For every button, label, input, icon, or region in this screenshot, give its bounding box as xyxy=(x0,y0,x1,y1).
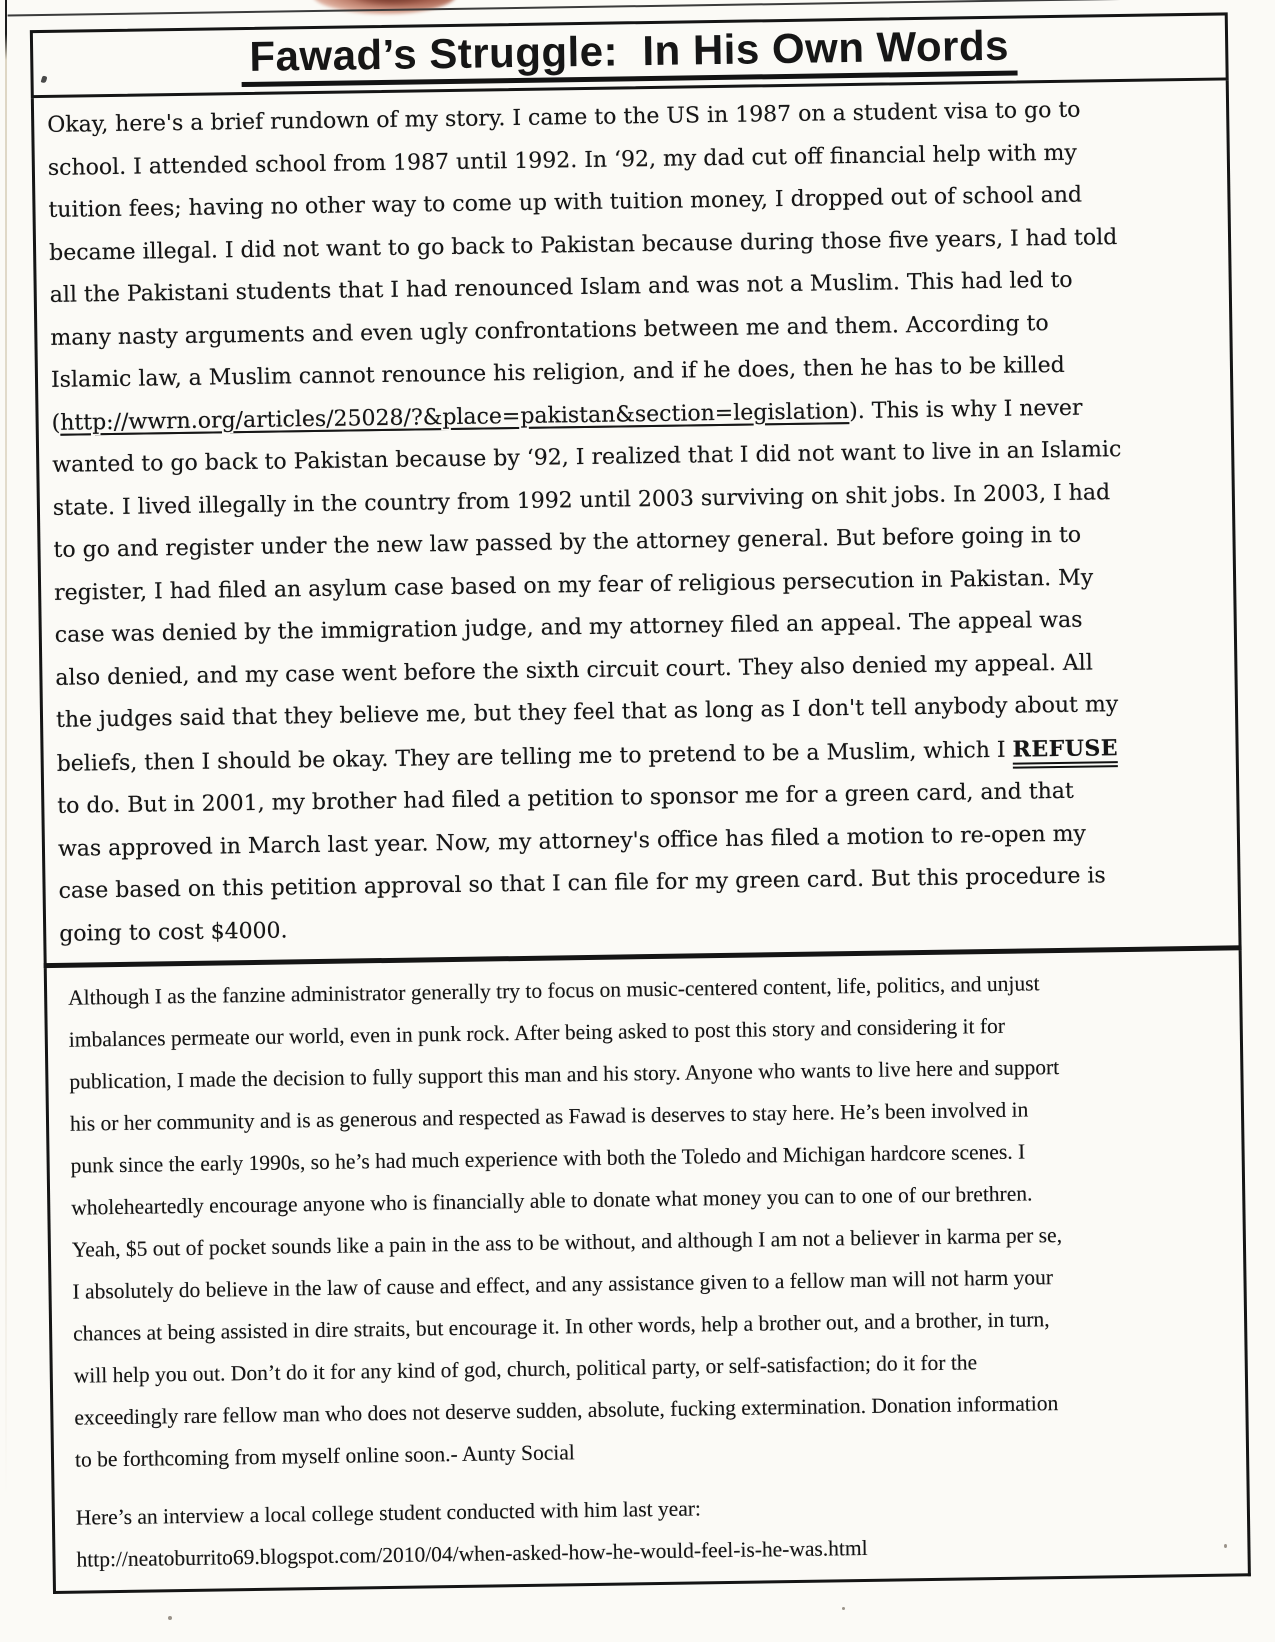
story-line: all the Pakistani students that I had renounced Islam and was not a Muslim. This had led to xyxy=(49,267,1073,308)
story-line: to go and register under the new law passed by the attorney general. But before going in to xyxy=(53,522,1082,563)
note-line: his or her community and is as generous and respected as Fawad is deserves to stay here. He’s been involved in xyxy=(69,1097,1029,1136)
note-line: publication, I made the decision to fully support this man and his story. Anyone who wants to live here and support xyxy=(69,1055,1060,1094)
story-line: school. I attended school from 1987 until 1992. In ‘92, my dad cut off financial help with my xyxy=(47,140,1078,181)
story-line: to do. But in 2001, my brother had filed a petition to sponsor me for a green card, and that xyxy=(57,778,1074,819)
story-line: many nasty arguments and even ugly confrontations between me and them. According to xyxy=(50,310,1049,351)
footer-line: Here’s an interview a local college student conducted with him last year: xyxy=(75,1496,702,1530)
text-segment: beliefs, then I should be okay. They are telling me to pretend to be a Muslim, which I xyxy=(56,737,1013,777)
note-line: wholeheartedly encourage anyone who is financially able to donate what money you can to one of our brethren. xyxy=(71,1181,1033,1220)
text-segment: ( xyxy=(51,410,61,436)
scan-speck xyxy=(842,1607,845,1610)
story-line: Islamic law, a Muslim cannot renounce his religion, and if he does, then he has to be killed xyxy=(50,352,1065,393)
note-line: imbalances permeate our world, even in punk rock. After being asked to post this story and considering it for xyxy=(68,1013,1006,1052)
story-line: state. I lived illegally in the country from 1992 until 2003 surviving on shit jobs. In 2003, I had xyxy=(52,479,1111,521)
note-line: exceedingly rare fellow man who does not deserve sudden, absolute, fucking extermination. Donation information xyxy=(74,1391,1059,1430)
note-line: will help you out. Don’t do it for any kind of god, church, political party, or self-satisfaction; do it for the xyxy=(73,1350,978,1388)
scan-speck xyxy=(1224,1544,1227,1548)
story-line: tuition fees; having no other way to come up with tuition money, I dropped out of school and xyxy=(48,182,1083,223)
story-line: also denied, and my case went before the sixth circuit court. They also denied my appeal. All xyxy=(55,649,1093,691)
editor-note-box xyxy=(44,950,1251,1594)
wwrn-article-url: http://wwrn.org/articles/25028/?&place=pakistan&section=legislation xyxy=(60,398,850,436)
ink-speck xyxy=(41,75,48,83)
note-line: punk since the early 1990s, so he’s had much experience with both the Toledo and Michigan hardcore scenes. I xyxy=(70,1139,1026,1178)
footer-line: http://neatoburrito69.blogspot.com/2010/04/when-asked-how-he-would-feel-is-he-was.html xyxy=(76,1535,868,1572)
story-line: case was denied by the immigration judge, and my attorney filed an appeal. The appeal was xyxy=(54,607,1083,648)
scan-speck xyxy=(168,1616,172,1620)
page-title: Fawad’s Struggle: In His Own Words xyxy=(241,23,1017,87)
story-box xyxy=(31,80,1242,968)
text-segment: ). This is why I never xyxy=(848,395,1083,424)
scan-edge-line xyxy=(5,0,7,1500)
story-line: register, I had filed an asylum case based on my fear of religious persecution in Pakistan. My xyxy=(53,564,1094,606)
refuse-emphasis: REFUSE xyxy=(1012,735,1118,769)
story-line: was approved in March last year. Now, my attorney's office has filed a motion to re-open my xyxy=(57,821,1087,862)
interview-footer xyxy=(76,1479,1240,1580)
note-line: Although I as the fanzine administrator generally try to focus on music-centered content, life, politics, and unjust xyxy=(68,971,1040,1010)
editor-note-body xyxy=(68,959,1238,1480)
story-line: the judges said that they believe me, but they feel that as long as I don't tell anybody about my xyxy=(55,692,1119,733)
note-line: I absolutely do believe in the law of cause and effect, and any assistance given to a fellow man will not harm your xyxy=(72,1265,1054,1304)
note-line: to be forthcoming from myself online soon.- Aunty Social xyxy=(74,1440,575,1472)
story-line: wanted to go back to Pakistan because by ‘92, I realized that I did not want to live in an Islamic xyxy=(52,437,1122,478)
page-sheet xyxy=(30,12,1251,1594)
story-line: Okay, here's a brief rundown of my story. I came to the US in 1987 on a student visa to go to xyxy=(47,97,1081,138)
note-line: Yeah, $5 out of pocket sounds like a pain in the ass to be without, and although I am not a believer in karma per se, xyxy=(71,1223,1063,1262)
note-line: chances at being assisted in dire straits, but encourage it. In other words, help a brother out, and a brother, in turn, xyxy=(72,1307,1050,1346)
story-line: case based on this petition approval so that I can file for my green card. But this procedure is xyxy=(58,863,1106,904)
story-line: became illegal. I did not want to go back to Pakistan because during those five years, I had told xyxy=(48,224,1118,266)
story-line: going to cost $4000. xyxy=(59,917,288,947)
